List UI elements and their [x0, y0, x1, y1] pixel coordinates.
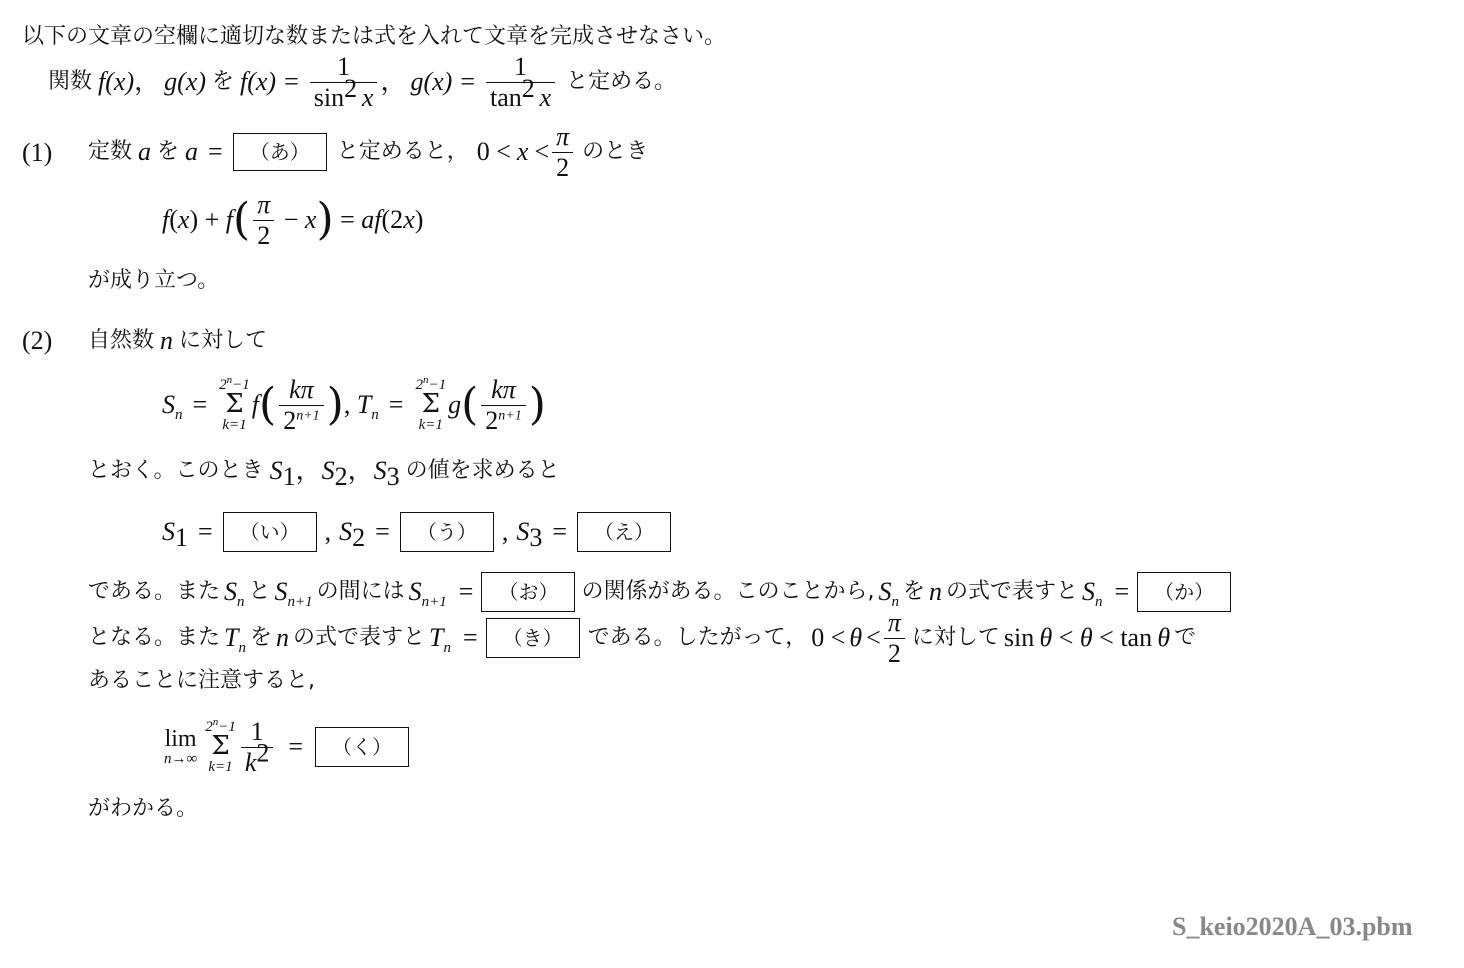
file-label: S_keio2020A_03.pbm	[1172, 912, 1413, 941]
sum-definitions: $S_n$ = $2^n-1$ Σ k=1 f ( $\frac{k\pi}{2^{n+1}}$ ) , $T_n$ = $2^n-1$ Σ k=1 g ( $\frac{k\pi}{2^{n+1}}$ )	[162, 373, 546, 435]
f-fraction: $\frac{1}{\sin^2 x}$	[310, 54, 378, 111]
intro-wo: を	[211, 69, 234, 94]
answer-box-e[interactable]: （え）	[577, 512, 671, 552]
function-definition-line: 関数 f(x) ， g(x) を f(x) = $\frac{1}{\sin^2 x}$ ， g(x) = $\frac{1}{\tan^2 x}$ と定める。	[48, 51, 677, 112]
intro-sep: ，	[134, 67, 161, 96]
answer-box-i[interactable]: （い）	[223, 512, 317, 552]
t-expression-line: となる。また $T_n$ を n の式で表すと $T_n$ = （き） である。したがって， 0 < θ < $\frac{\pi}{2}$ に対して sin θ < θ < tan θ で	[88, 607, 1197, 668]
q1-statement: 定数 a を a = （あ） と定めると， 0 < x < $\frac{\pi}{2}$ のとき	[88, 121, 649, 182]
answer-box-u[interactable]: （う）	[400, 512, 494, 552]
answer-box-o[interactable]: （お）	[481, 572, 575, 612]
final-line: がわかる。	[88, 796, 199, 821]
q1-label: (1)	[22, 138, 53, 167]
intro-suffix: と定める。	[566, 69, 677, 94]
q1-conclusion: が成り立つ。	[88, 268, 220, 293]
note-line: あることに注意すると,	[88, 668, 315, 693]
g-of-x: g(x)	[164, 67, 206, 96]
recurrence-line: である。また $S_n$ と $S_{n+1}$ の間には $S_{n+1}$ = （お） の関係がある。このことから, $S_n$ を n の式で表すと $S_n$ = （か）	[88, 570, 1231, 614]
q2-put-line: とおく。このとき $S_1$ ， $S_2$ ， $S_3$ の値を求めると	[88, 456, 560, 492]
intro-prefix: 関数	[48, 69, 93, 94]
q2-label: (2)	[22, 326, 53, 355]
q1-equation: f ( x ) + f ( $\frac{\pi}{2}$ − x ) = af (2 x )	[162, 189, 424, 250]
answer-box-ka[interactable]: （か）	[1137, 572, 1231, 612]
s-values-line: $S_1$ = （い） , $S_2$ = （う） , $S_3$ = （え）	[162, 510, 671, 554]
instruction-text: 以下の文章の空欄に適切な数または式を入れて文章を完成させなさい。	[22, 24, 727, 49]
answer-box-ku[interactable]: （く）	[315, 727, 409, 767]
limit-equation: lim n→∞ $2^n-1$ Σ k=1 $\frac{1}{k^2}$ = （く）	[162, 712, 409, 782]
answer-box-a[interactable]: （あ）	[233, 133, 327, 171]
g-fraction: $\frac{1}{\tan^2 x}$	[486, 54, 555, 111]
f-of-x: f(x)	[98, 67, 135, 96]
answer-box-ki[interactable]: （き）	[486, 618, 580, 658]
q2-lead: 自然数 n に対して	[88, 326, 268, 355]
